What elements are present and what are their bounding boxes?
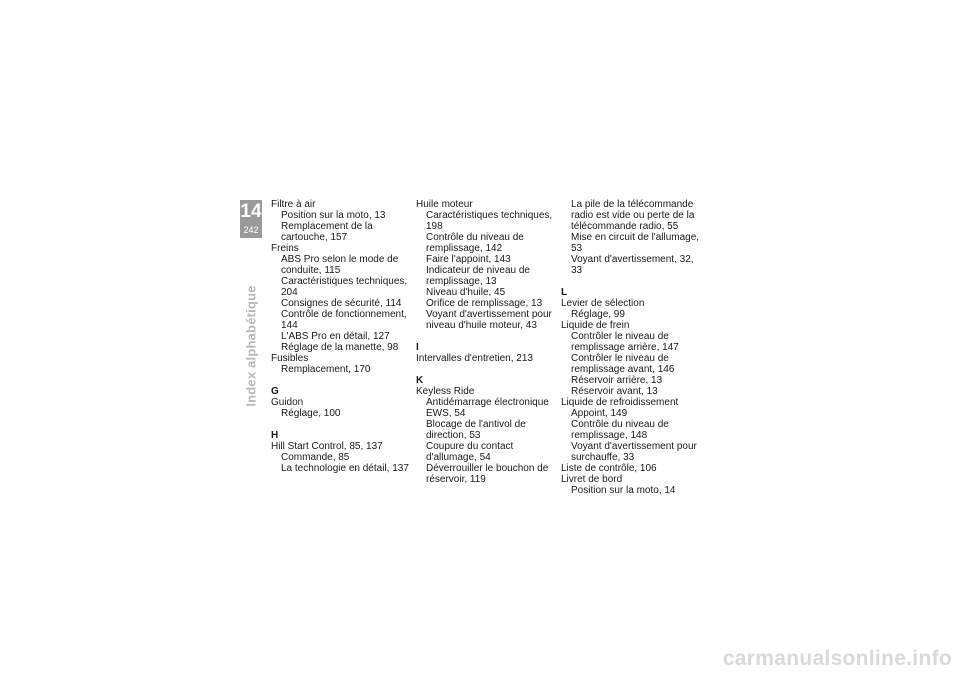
index-entry [416,199,556,331]
index-term: Levier de sélection [561,298,645,309]
index-term: Livret de bord [561,474,623,485]
index-term: Freins [271,243,299,254]
index-subentry: Position sur la moto, 13 [281,210,386,221]
index-subentry: Voyant d'avertissement pour surchauffe, 33 [571,441,697,463]
index-term: Fusibles [271,353,309,364]
chapter-number: 14 [240,201,262,222]
index-subentry: Antidémarrage électronique EWS, 54 [426,397,549,419]
index-term: Guidon [271,397,304,408]
index-subentry: Mise en circuit de l'allumage, 53 [571,232,700,254]
index-subentry: Niveau d'huile, 45 [426,287,506,298]
index-term: Filtre à air [271,199,316,210]
index-letter-heading: I [416,342,419,353]
index-subentry: Voyant d'avertissement, 32, 33 [571,254,694,276]
index-subentry: Caractéristiques techniques, 204 [281,276,408,298]
index-entry [271,243,411,353]
index-subentry: Remplacement, 170 [281,364,371,375]
index-subentry: Blocage de l'antivol de direction, 53 [426,419,526,441]
index-term: Liquide de refroidissement [561,397,679,408]
index-subentry: Commande, 85 [281,452,350,463]
chapter-badge [240,200,262,238]
index-subentry: Réservoir avant, 13 [571,386,658,397]
index-subentry: Caractéristiques techniques, 198 [426,210,553,232]
index-letter-heading: L [561,287,568,298]
index-term: Liquide de frein [561,320,630,331]
index-subentry: Indicateur de niveau de remplissage, 13 [426,265,530,287]
index-entry [561,199,701,276]
index-subentry: Remplacement de la cartouche, 157 [281,221,373,243]
index-subentry: Faire l'appoint, 143 [426,254,511,265]
index-entry [271,397,411,419]
section-title: Index alphabétique [243,285,259,407]
index-entry [561,463,701,474]
index-entry [561,474,701,496]
index-subentry: Contrôler le niveau de remplissage avant, 146 [571,353,675,375]
index-subentry: ABS Pro selon le mode de conduite, 115 [281,254,399,276]
index-subentry: Contrôle de fonctionnement, 144 [281,309,407,331]
index-column-3 [561,199,701,496]
index-subentry: La technologie en détail, 137 [281,463,409,474]
index-subentry: Réservoir arrière, 13 [571,375,663,386]
index-term: Liste de contrôle, 106 [561,463,657,474]
index-column-1 [271,199,411,474]
index-letter-heading: K [416,375,424,386]
index-subentry: Déverrouiller le bouchon de réservoir, 119 [426,463,549,485]
index-column-2 [416,199,556,485]
index-letter-heading: H [271,430,279,441]
index-subentry: Réglage de la manette, 98 [281,342,399,353]
index-subentry: Appoint, 149 [571,408,628,419]
index-subentry: Réglage, 99 [571,309,625,320]
index-subentry: Voyant d'avertissement pour niveau d'huile moteur, 43 [426,309,552,331]
index-term: Keyless Ride [416,386,475,397]
index-subentry: Réglage, 100 [281,408,341,419]
index-term: Intervalles d'entretien, 213 [416,353,533,364]
index-entry [561,397,701,463]
index-subentry: L'ABS Pro en détail, 127 [281,331,390,342]
index-subentry: Orifice de remplissage, 13 [426,298,543,309]
index-subentry: Contrôle du niveau de remplissage, 142 [426,232,524,254]
index-subentry: Coupure du contact d'allumage, 54 [426,441,514,463]
index-subentry: La pile de la télécommande radio est vide ou perte de la télécommande radio, 55 [571,199,695,232]
index-term: Huile moteur [416,199,473,210]
index-subentry: Position sur la moto, 14 [571,485,676,496]
index-subentry: Contrôle du niveau de remplissage, 148 [571,419,669,441]
index-entry [416,386,556,485]
index-entry [271,199,411,243]
index-entry [416,353,556,364]
index-entry [271,441,411,474]
index-term: Hill Start Control, 85, 137 [271,441,383,452]
index-subentry: Contrôler le niveau de remplissage arrière, 147 [571,331,679,353]
page-number: 242 [243,225,259,235]
index-entry [561,298,701,320]
index-letter-heading: G [271,386,279,397]
index-subentry: Consignes de sécurité, 114 [281,298,402,309]
index-entry [271,353,411,375]
watermark: carmanualsonline.info [722,647,952,670]
index-entry [561,320,701,397]
